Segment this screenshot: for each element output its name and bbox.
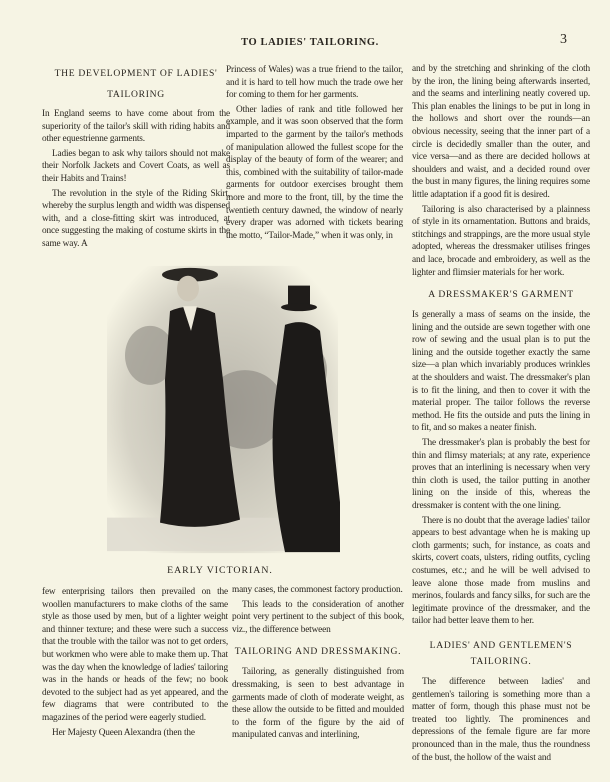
paragraph: Is generally a mass of seams on the inside, the lining and the outside are sewn together with one row of sewing and the usual plan is to put the lining and the outside together exactly the same size—a plan which invariably produces wrinkles at the shoulders and waist. The dressmaker's plan is to fit the lining, and then to cover it with the material proper. The tailor follows the reverse method. He fits the outside and puts the lining in to fit, and so makes a neater finish.: [412, 310, 590, 434]
section-heading-ladies-gentlemens: LADIES' AND GENTLEMEN'S: [429, 639, 573, 651]
paragraph: Her Majesty Queen Alexandra (then the: [52, 727, 195, 738]
paragraph: There is no doubt that the average ladies' tailor appears to best advantage when he is making up cloth garments; such, for instance, as coats and skirts, covert coats, ulsters, riding outfits, cycling costumes, etc.; and he will be well advised to leave alone those made from muslins and merinos, foulards and fancy silks, for such are the legitimate province of the dressmaker, and the tailor had better leave them to her.: [412, 515, 590, 627]
paragraph: and by the stretching and shrinking of the cloth by the iron, the lining being afterwards inserted, and the seams and interlining neatly covered up. This plan enables the linings to be put in long in the hollows and short over the rounds—an obvious necessity, seeing that the inner part of a circle is decidedly smaller than the outer, and vice versa—and as there are decided hollows at shoulders and waist, and a decided round over the bust in many figures, the lining requires some little adaptation if a good fit is desired.: [412, 64, 590, 200]
paragraph: few enterprising tailors then prevailed on the woollen manufacturers to make cloths of the same style as those used by men, but of a lighter weight and thinner texture; and these were such a success that the trouble with the tailor was not to get orders, but workmen who were able to make them up. That was the day when the knowledge of ladies' tailoring was in the hands or heads of the few; no book devoted to the subject had as yet appeared, and the few diagrams that were contributed to the magazines of the period were eagerly studied.: [42, 587, 228, 723]
paragraph: many cases, the commonest factory production.: [232, 585, 403, 595]
paragraph: This leads to the consideration of another point very pertinent to the subject of this book, viz., the difference between: [232, 599, 404, 635]
engraving-two-women-riding-habits: [105, 262, 340, 557]
page-number: 3: [560, 32, 567, 47]
paragraph: The revolution in the style of the Riding Skirt, whereby the surplus length and width was dispensed with, and a close-fitting skirt was introduced, at once suggesting the making of costume skirts in the same way. A: [42, 188, 230, 249]
paragraph: Other ladies of rank and title followed her example, and it was soon observed that the form imparted to the garment by the tailor's methods of manipulation allowed the fullest scope for the display of the beauty of form of the wearer; and this, combined with the suitability of tailor-made garments for outdoor exercises brought them more and more to the front, till, by the time the twentieth century dawned, the window of nearly every draper was adorned with tickets bearing the motto, “Tailor-Made,” when it was only, in: [226, 104, 403, 241]
paragraph: The dressmaker's plan is probably the best for thin and flimsy materials; at any rate, experience proves that an interlining is necessary when very thin cloth is used, the tailor putting in another lining on the inside of this, whereas the dressmaker is content with the one lining.: [412, 438, 590, 511]
section-heading-dressmakers-garment: A DRESSMAKER'S GARMENT: [428, 289, 574, 301]
paragraph: Tailoring is also characterised by a plainness of style in its ornamentation. Buttons and braids, stitchings and strappings, are the more usual style adopted, whereas the dressmaker utilises fringes and lace, brocade and embroidery, as well as the lighter and flimsier materials for her work.: [412, 204, 590, 278]
column-2-bottom: [232, 584, 404, 744]
paragraph: Ladies began to ask why tailors should not make their Norfolk Jackets and Covert Coats, as well as their Habits and Trains!: [42, 148, 230, 184]
section-heading-tailoring: TAILORING: [107, 89, 165, 100]
section-heading-tailoring-2: TAILORING.: [470, 655, 532, 667]
column-2-top: [226, 64, 403, 244]
paragraph: In England seems to have come about from the superiority of the tailor's skill with riding habits and other equestrienne garments.: [42, 109, 230, 145]
column-3: [412, 63, 590, 766]
running-head: TO LADIES' TAILORING.: [241, 37, 379, 48]
column-1-top: [42, 68, 230, 253]
illustration-early-victorian: [105, 262, 340, 557]
column-1-bottom: [42, 586, 228, 741]
paragraph: The difference between ladies' and gentlemen's tailoring is something more than a matter of form, though this phase must not be treated too lightly. The prominences and depressions of the female figure are far more pronounced than in the male, thus the roundness of the bust, the hollow of the waist and: [412, 676, 590, 763]
section-heading-tailoring-dressmaking: TAILORING AND DRESSMAKING.: [234, 646, 402, 658]
figure-caption: EARLY VICTORIAN.: [167, 565, 273, 576]
paragraph: Princess of Wales) was a true friend to the tailor, and it is hard to tell how much the trade owe her for coming to them for her garments.: [226, 65, 403, 101]
paragraph: Tailoring, as generally distinguished from dressmaking, is seen to best advantage in garments made of cloth of moderate weight, as these allow the outside to be fitted and moulded to the form of the figure by the aid of manipulated canvas and interlining,: [232, 667, 404, 741]
section-heading-development: THE DEVELOPMENT OF LADIES': [54, 68, 218, 79]
